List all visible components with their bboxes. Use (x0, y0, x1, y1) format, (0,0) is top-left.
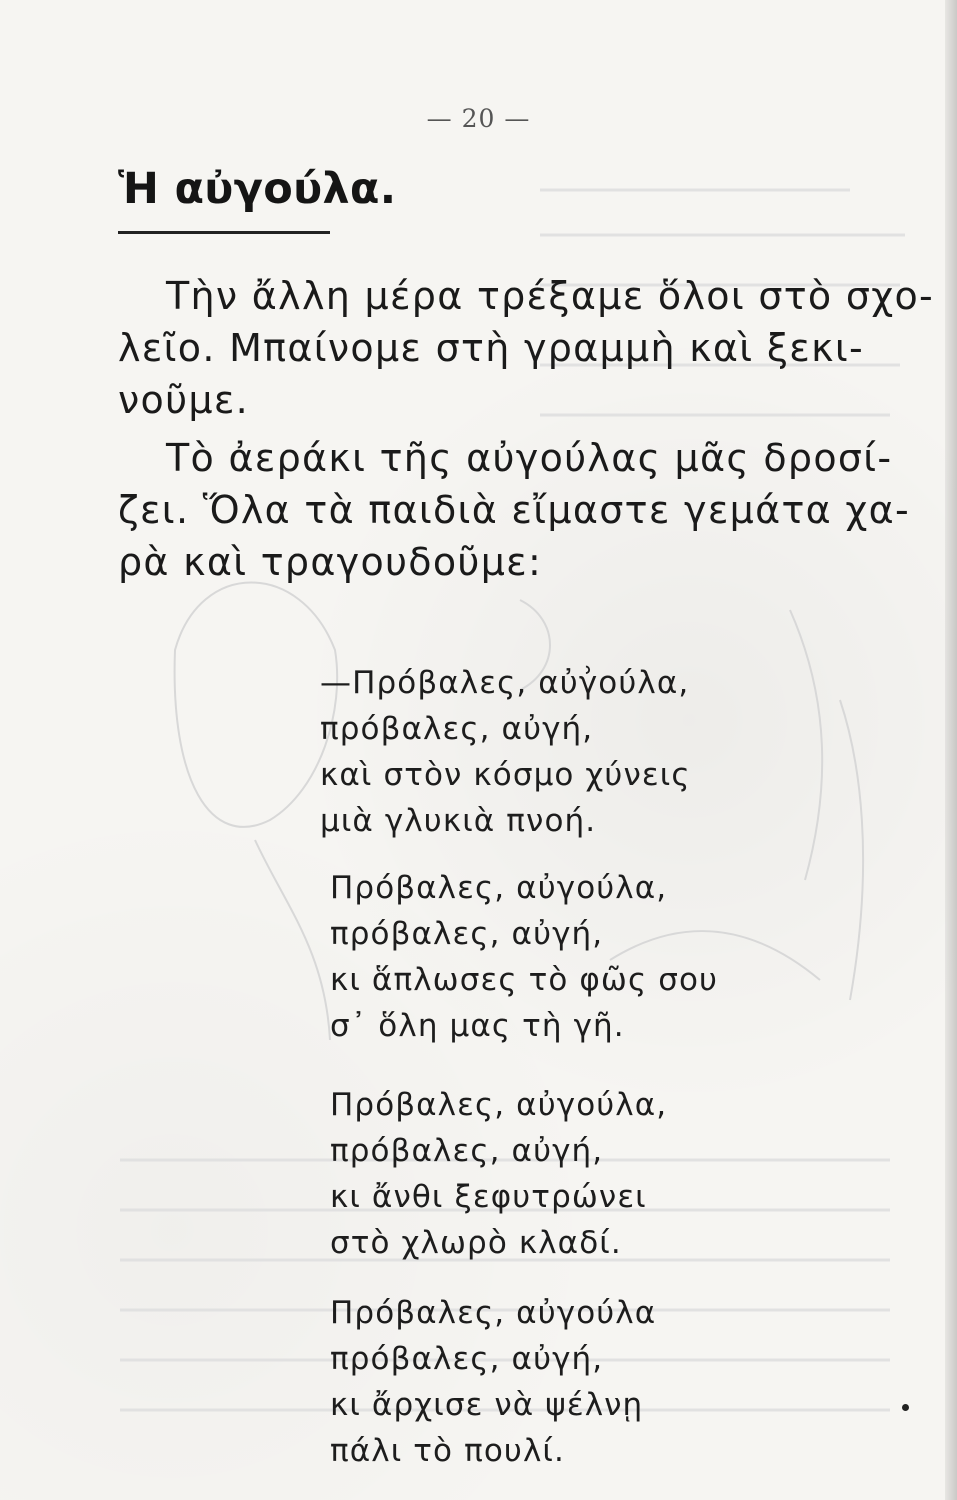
stanza-4-line-1: Πρόβαλες, αὐγούλα (330, 1295, 657, 1331)
stanza-3-line-2: πρόβαλες, αὐγή, (330, 1133, 604, 1169)
story-title: Ἡ αὐγούλα. (118, 164, 397, 214)
paragraph-2-line-1: Τὸ ἀεράκι τῆς αὐγούλας μᾶς δροσί- (166, 436, 893, 480)
stanza-1-line-3: καὶ στὸν κόσμο χύνεις (320, 757, 691, 793)
stanza-4-line-4: πάλι τὸ πουλί. (330, 1433, 565, 1469)
poem-stanza-2 (330, 865, 718, 1049)
stanza-3-line-1: Πρόβαλες, αὐγούλα, (330, 1087, 668, 1123)
paragraph-1-line-1: Τὴν ἄλλη μέρα τρέξαμε ὅλοι στὸ σχο- (166, 274, 935, 318)
stanza-1-line-2: πρόβαλες, αὐγή, (320, 711, 594, 747)
paragraph-2-line-3: ρὰ καὶ τραγουδοῦμε: (118, 540, 543, 584)
paragraph-1-line-3: νοῦμε. (118, 378, 250, 422)
page-number: — 20 — (426, 104, 531, 133)
stanza-2-line-4: σ᾿ ὅλη μας τὴ γῆ. (330, 1008, 625, 1044)
paragraph-2 (118, 432, 911, 588)
paragraph-1-line-2: λεῖο. Μπαίνομε στὴ γραμμὴ καὶ ξεκι- (118, 326, 865, 370)
stanza-1-line-4: μιὰ γλυκιὰ πνοή. (320, 803, 597, 839)
stanza-2-line-2: πρόβαλες, αὐγή, (330, 916, 604, 952)
stanza-4-line-3: κι ἄρχισε νὰ ψέλνῃ (330, 1387, 644, 1423)
poem-stanza-3 (330, 1082, 667, 1266)
page-edge-shadow (945, 0, 957, 1500)
title-underline (118, 231, 330, 234)
poem-stanza-1 (320, 660, 691, 844)
stanza-4-line-2: πρόβαλες, αὐγή, (330, 1341, 604, 1377)
stanza-1-line-1: —Πρόβαλες, αὐγ͗ούλα, (320, 665, 690, 701)
stanza-3-line-3: κι ἄνθι ξεφυτρώνει (330, 1179, 647, 1215)
stanza-2-line-1: Πρόβαλες, αὐγούλα, (330, 870, 668, 906)
poem-stanza-4 (330, 1290, 656, 1474)
paragraph-2-line-2: ζει. Ὅλα τὰ παιδιὰ εἴμαστε γεμάτα χα- (118, 488, 911, 532)
stanza-2-line-3: κι ἅπλωσες τὸ φῶς σου (330, 962, 719, 998)
stanza-3-line-4: στὸ χλωρὸ κλαδί. (330, 1225, 622, 1261)
paragraph-1 (118, 270, 935, 426)
ink-dot (902, 1404, 909, 1411)
